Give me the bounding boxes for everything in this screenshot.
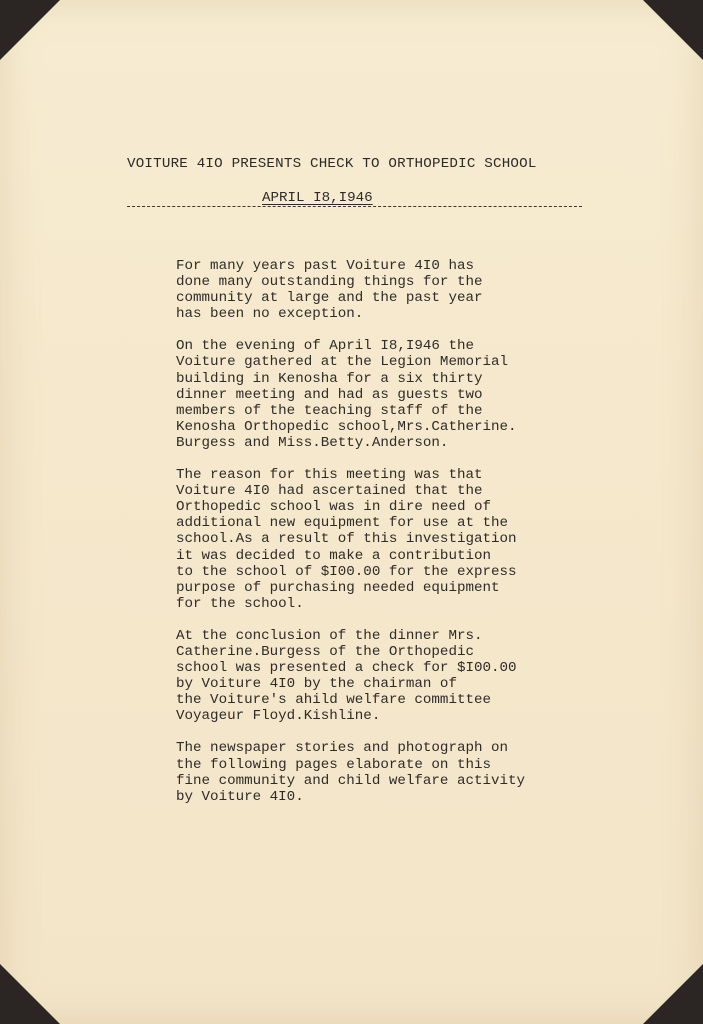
photo-corner-top-right: [643, 0, 703, 60]
photo-corner-bottom-left: [0, 964, 60, 1024]
photo-corner-top-left: [0, 0, 60, 60]
photo-corner-bottom-right: [643, 964, 703, 1024]
paragraph-5: The newspaper stories and photograph on the following pages elaborate on this fine community and child welfare activity by Voiture 4I0.: [176, 740, 526, 805]
document-title: VOITURE 4IO PRESENTS CHECK TO ORTHOPEDIC SCHOOL: [127, 156, 537, 172]
paragraph-3: The reason for this meeting was that Voiture 4I0 had ascertained that the Orthopedic school was in dire need of additional new equipment for use at the school.As a result of this investigation it was decided to make a contribution to the school of $I00.00 for the express purpose of purchasing needed equipment for the school.: [176, 467, 517, 612]
document-date: APRIL I8,I946: [262, 190, 373, 206]
paragraph-2: On the evening of April I8,I946 the Voiture gathered at the Legion Memorial building in Kenosha for a six thirty dinner meeting and had as guests two members of the teaching staff of the Kenosha Orthopedic school,Mrs.Catherine. Burgess and Miss.Betty.Anderson.: [176, 338, 517, 451]
document-body: [176, 258, 596, 821]
paragraph-4: At the conclusion of the dinner Mrs. Catherine.Burgess of the Orthopedic school was presented a check for $I00.00 by Voiture 4I0 by the chairman of the Voiture's ahild welfare committee Voyageur Floyd.Kishline.: [176, 627, 517, 725]
paragraph-1: For many years past Voiture 4I0 has done many outstanding things for the community at large and the past year has been no exception.: [176, 258, 483, 323]
